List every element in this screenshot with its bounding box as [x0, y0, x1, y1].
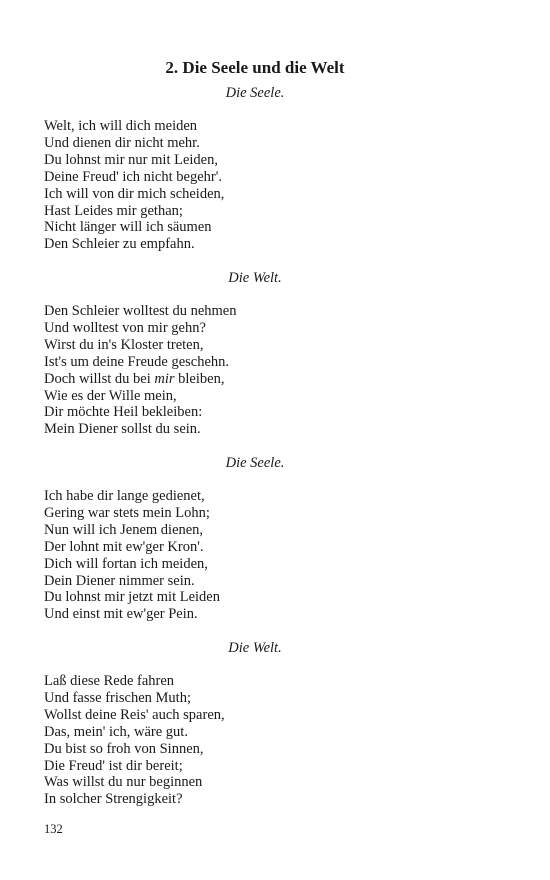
verse-text: Du lohnst mir nur mit Leiden,	[44, 151, 218, 168]
verse-text: Wie es der Wille mein,	[44, 387, 177, 404]
verse-line	[44, 488, 220, 505]
verse-line	[44, 724, 225, 741]
verse-text: Nicht länger will ich säumen	[44, 219, 212, 236]
verse-line	[44, 354, 236, 371]
stanza	[44, 303, 236, 438]
stanza	[44, 488, 220, 623]
verse-text: Hast Leides mir gethan;	[44, 202, 183, 219]
verse-line	[44, 236, 224, 253]
verse-line	[44, 774, 225, 791]
verse-line	[44, 556, 220, 573]
verse-text: Was willst du nur beginnen	[44, 774, 203, 791]
verse-text: Den Schleier wolltest du nehmen	[44, 303, 237, 319]
verse-line	[44, 320, 236, 337]
verse-line	[44, 707, 225, 724]
verse-text: Nun will ich Jenem dienen,	[44, 521, 204, 538]
verse-text: Dich will fortan ich meiden,	[44, 555, 208, 572]
verse-line	[44, 573, 220, 590]
page-number: 132	[44, 822, 63, 836]
emphasized-word: mir	[154, 370, 175, 387]
verse-line	[44, 203, 224, 220]
speaker-label: Die Welt.	[228, 640, 282, 656]
verse-line	[44, 404, 236, 421]
poem-title: 2. Die Seele und die Welt	[165, 58, 345, 77]
verse-line	[44, 152, 224, 169]
verse-line	[44, 690, 225, 707]
verse-text: Mein Diener sollst du sein.	[44, 421, 201, 438]
verse-line	[44, 135, 224, 152]
stanza	[44, 118, 224, 253]
verse-text: bleiben,	[174, 370, 225, 387]
speaker-label: Die Seele.	[225, 455, 285, 471]
verse-line	[44, 337, 236, 354]
verse-text: Welt, ich will dich meiden	[44, 118, 198, 134]
speaker-label: Die Seele.	[225, 85, 285, 101]
verse-line	[44, 219, 224, 236]
verse-line	[44, 539, 220, 556]
verse-text: Doch willst du bei	[44, 370, 155, 387]
verse-text: Der lohnt mit ew'ger Kron'.	[44, 538, 204, 555]
speaker-label: Die Welt.	[228, 270, 282, 286]
verse-line	[44, 388, 236, 405]
verse-text: Du bist so froh von Sinnen,	[44, 740, 204, 757]
verse-line	[44, 186, 224, 203]
stanza	[44, 673, 225, 808]
verse-text: Den Schleier zu empfahn.	[44, 236, 195, 253]
verse-text: Ist's um deine Freude geschehn.	[44, 353, 230, 370]
verse-text: Dein Diener nimmer sein.	[44, 572, 195, 589]
verse-line	[44, 421, 236, 438]
verse-text: Das, mein' ich, wäre gut.	[44, 723, 188, 740]
verse-line	[44, 673, 225, 690]
verse-text: Wollst deine Reis' auch sparen,	[44, 706, 225, 723]
verse-line	[44, 371, 236, 388]
verse-text: Und wolltest von mir gehn?	[44, 319, 206, 336]
verse-text: Ich will von dir mich scheiden,	[44, 185, 225, 202]
verse-line	[44, 791, 225, 808]
verse-text: Dir möchte Heil bekleiben:	[44, 404, 203, 421]
verse-text: Deine Freud' ich nicht begehr'.	[44, 168, 222, 185]
verse-text: Und dienen dir nicht mehr.	[44, 134, 200, 151]
verse-text: Wirst du in's Kloster treten,	[44, 336, 204, 353]
verse-line	[44, 522, 220, 539]
verse-line	[44, 606, 220, 623]
verse-text: Und fasse frischen Muth;	[44, 689, 191, 706]
verse-text: Du lohnst mir jetzt mit Leiden	[44, 589, 220, 606]
verse-text: Ich habe dir lange gedienet,	[44, 488, 205, 504]
verse-text: Gering war stets mein Lohn;	[44, 504, 210, 521]
verse-text: Laß diese Rede fahren	[44, 673, 175, 689]
verse-line	[44, 589, 220, 606]
verse-line	[44, 741, 225, 758]
verse-line	[44, 505, 220, 522]
verse-text: Und einst mit ew'ger Pein.	[44, 606, 198, 623]
verse-line	[44, 118, 224, 135]
verse-line	[44, 758, 225, 775]
verse-line	[44, 169, 224, 186]
verse-line	[44, 303, 236, 320]
verse-text: Die Freud' ist dir bereit;	[44, 757, 183, 774]
verse-text: In solcher Strengigkeit?	[44, 791, 183, 808]
